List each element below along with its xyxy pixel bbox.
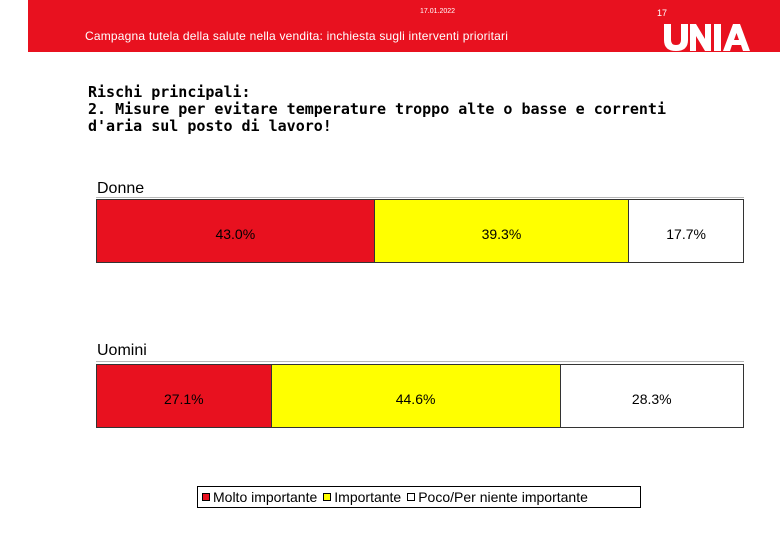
legend-swatch — [202, 493, 210, 501]
data-label: 43.0% — [215, 226, 256, 242]
legend-swatch — [407, 493, 415, 501]
slide-title-line-2: 2. Misure per evitare temperature troppo alte o basse e correnti — [88, 100, 666, 118]
panel-divider — [96, 197, 744, 198]
bar-row-uomini — [96, 364, 744, 428]
bar-segment — [375, 199, 630, 263]
slide-title-line-1: Rischi principali: — [88, 83, 251, 101]
bar-segment — [629, 199, 744, 263]
slide-title-line-3: d'aria sul posto di lavoro! — [88, 117, 332, 135]
header-date: 17.01.2022 — [420, 8, 456, 15]
legend-item — [202, 489, 317, 505]
page-number: 17 — [657, 8, 668, 18]
chart-legend — [197, 486, 641, 508]
legend-item — [323, 489, 401, 505]
header-title: Campagna tutela della salute nella vendita: inchiesta sugli interventi prioritari — [85, 29, 509, 43]
data-label: 28.3% — [631, 391, 672, 407]
legend-label: Poco/Per niente importante — [418, 489, 588, 505]
unia-logo — [664, 22, 754, 52]
category-label-uomini: Uomini — [97, 342, 147, 359]
legend-item — [407, 489, 588, 505]
data-label: 27.1% — [163, 391, 204, 407]
data-label: 17.7% — [666, 226, 706, 242]
bar-segment — [96, 364, 272, 428]
category-label-donne: Donne — [97, 180, 145, 197]
legend-label: Importante — [334, 489, 402, 505]
data-label: 44.6% — [395, 391, 436, 407]
legend-swatch — [323, 493, 331, 501]
panel-divider — [96, 361, 744, 362]
data-label: 39.3% — [481, 226, 522, 242]
bar-segment — [561, 364, 744, 428]
bar-segment — [96, 199, 375, 263]
bar-segment — [272, 364, 561, 428]
bar-row-donne — [96, 199, 744, 263]
slide-title — [88, 84, 758, 135]
legend-label: Molto importante — [213, 489, 318, 505]
